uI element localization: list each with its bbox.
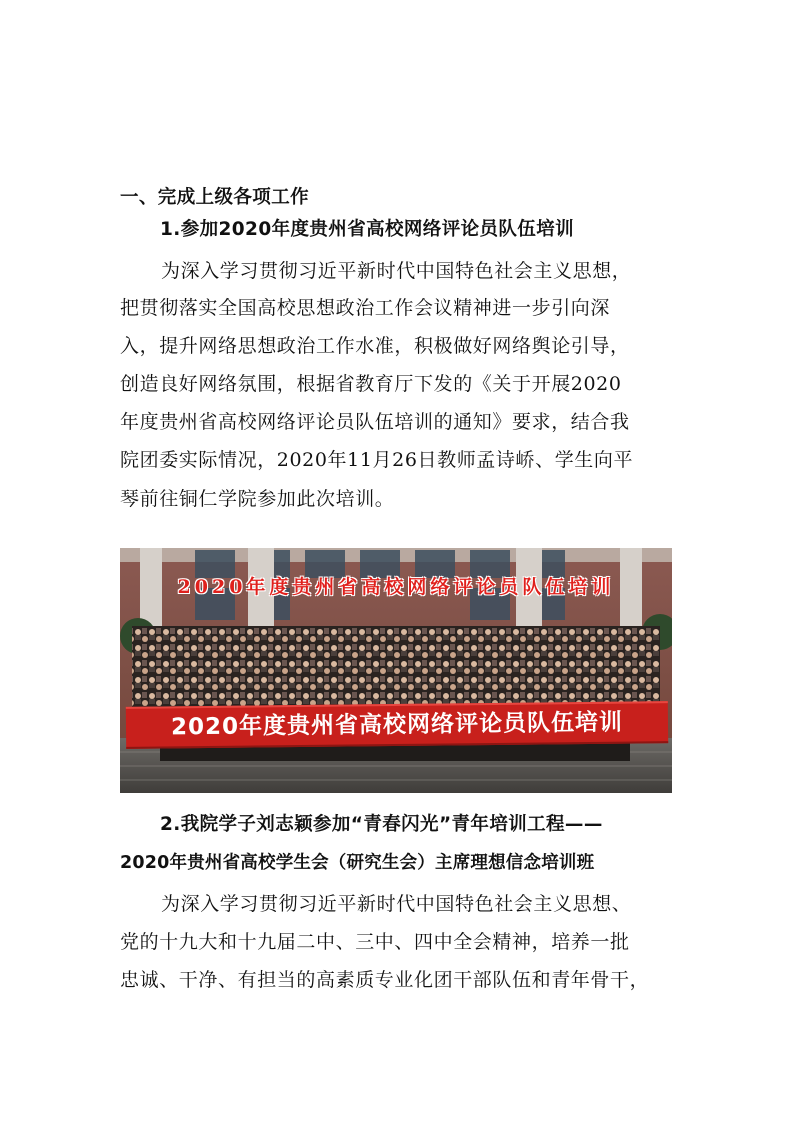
paragraph-line: 年度贵州省高校网络评论员队伍培训的通知》要求，结合我 xyxy=(120,411,630,433)
paragraph-line: 忠诚、干净、有担当的高素质专业化团干部队伍和青年骨干， xyxy=(120,969,650,991)
item1-heading: 1.参加2020年度贵州省高校网络评论员队伍培训 xyxy=(160,219,574,240)
group-photo xyxy=(120,548,672,793)
paragraph-line: 琴前往铜仁学院参加此次培训。 xyxy=(120,488,395,510)
paragraph-line: 入，提升网络思想政治工作水准，积极做好网络舆论引导， xyxy=(120,335,630,357)
paragraph-line: 为深入学习贯彻习近平新时代中国特色社会主义思想， xyxy=(161,260,632,282)
paragraph-line: 为深入学习贯彻习近平新时代中国特色社会主义思想、 xyxy=(161,893,632,915)
paragraph-line: 党的十九大和十九届二中、三中、四中全会精神，培养一批 xyxy=(120,931,630,953)
photo-banner-text: 2020年度贵州省高校网络评论员队伍培训 xyxy=(170,709,624,741)
section-heading: 一、完成上级各项工作 xyxy=(120,187,310,208)
paragraph-line: 创造良好网络氛围，根据省教育厅下发的《关于开展2020 xyxy=(120,373,622,395)
paragraph-line: 院团委实际情况，2020年11月26日教师孟诗峤、学生向平 xyxy=(120,449,634,471)
photo-banner xyxy=(126,701,668,749)
item2-heading-line1: 2.我院学子刘志颖参加“青春闪光”青年培训工程—— xyxy=(160,814,603,835)
item2-heading-line2: 2020年贵州省高校学生会（研究生会）主席理想信念培训班 xyxy=(120,853,595,873)
paragraph-line: 把贯彻落实全国高校思想政治工作会议精神进一步引向深 xyxy=(120,297,611,319)
photo-overlay-title: 2020年度贵州省高校网络评论员队伍培训 xyxy=(177,576,615,598)
